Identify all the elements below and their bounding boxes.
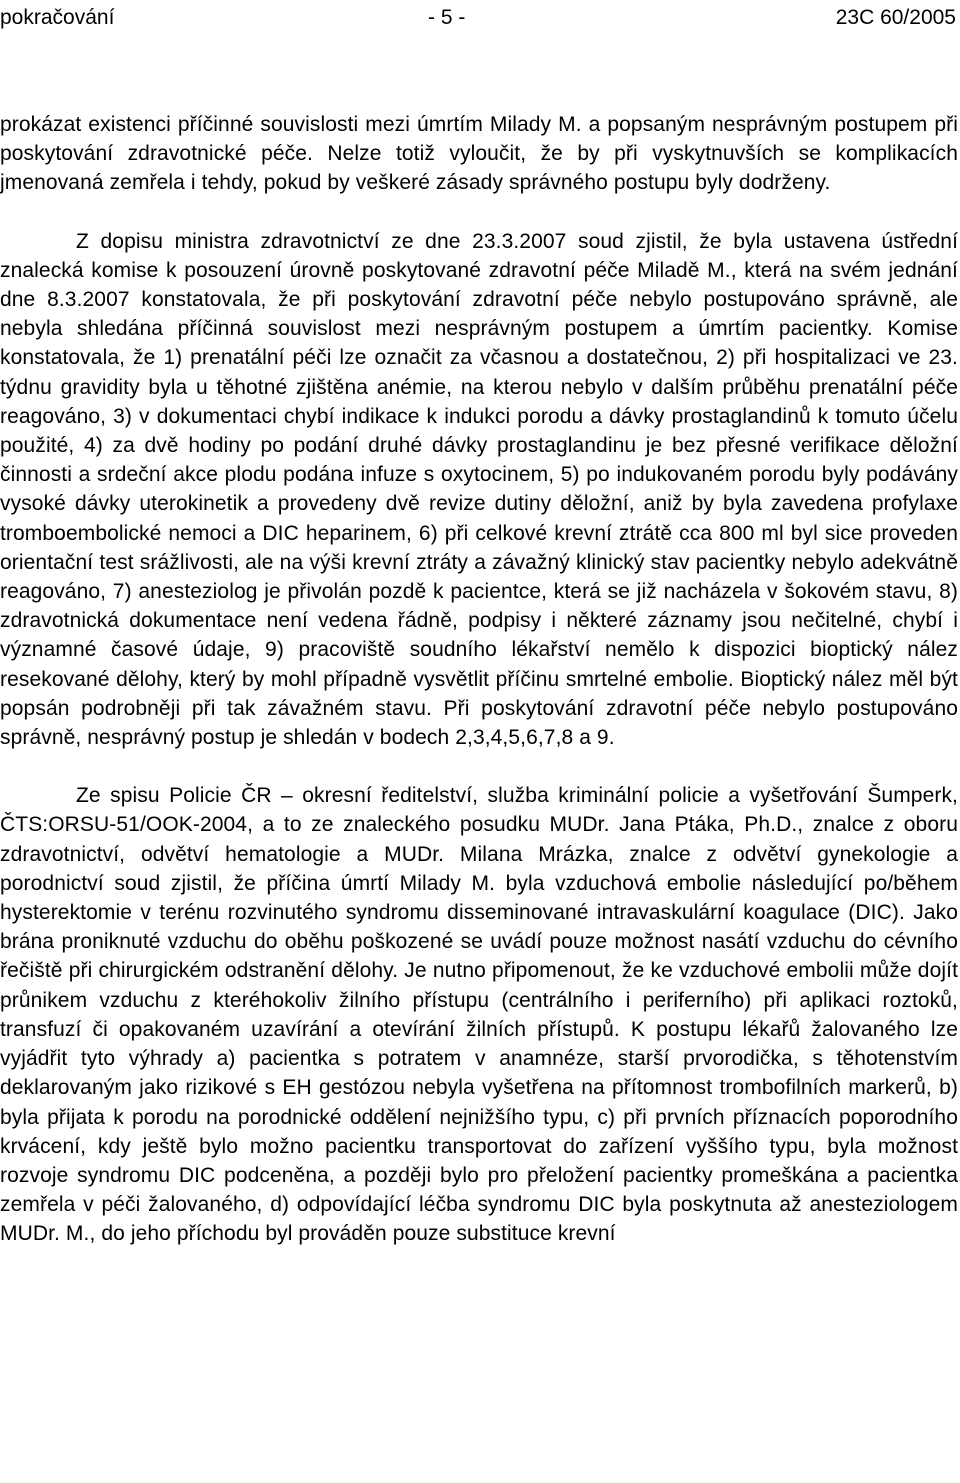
header-continuation: pokračování (0, 6, 115, 29)
paragraph-police-file: Ze spisu Policie ČR – okresní ředitelství, služba kriminální policie a vyšetřování Šumperk, ČTS:ORSU-51/OOK-2004, a to ze znaleckého posudku MUDr. Jana Ptáka, Ph.D., znalce z oboru zdravotnictví, odvětví hematologie a MUDr. Milana Mrázka, znalce z odvětví gynekologie a porodnictví soud zjistil, že příčina úmrtí Milady M. byla vzduchová embolie následující po/během hysterektomie v terénu rozvinutého syndromu disseminované intravaskulární koagulace (DIC). Jako brána proniknuté vzduchu do oběhu poškozené se uvádí pouze možnost nasátí vzduchu do cévního řečiště při chirurgickém odstranění dělohy. Je nutno připomenout, že ke vzduchové embolii může dojít průnikem vzduchu z kteréhokoliv žilního přístupu (centrálního i periferního) při aplikaci roztoků, transfuzí či opakovaném uzavírání a otevírání žilních přístupů. K postupu lékařů žalovaného lze vyjádřit tyto výhrady a) pacientka s potratem v anamnéze, starší prvorodička, s těhotenstvím deklarovaným jako rizikové s EH gestózou nebyla vyšetřena na přítomnost trombofilních markerů, b) byla přijata k porodu na porodnické oddělení nejnižšího typu, c) při prvních příznacích poporodního krvácení, kdy ještě bylo možno pacientku transportovat do zařízení vyššího typu, byla možnost rozvoje syndromu DIC podceněna, a později bylo pro přeložení pacientky promeškána a pacientka zemřela v péči žalovaného, d) odpovídající léčba syndromu DIC byla poskytnuta až anesteziologem MUDr. M., do jeho příchodu byl prováděn pouze substituce krevní (0, 784, 958, 1246)
header-page-number: - 5 - (428, 6, 466, 29)
header-case-number: 23C 60/2005 (835, 6, 956, 29)
paragraph-ministry-letter: Z dopisu ministra zdravotnictví ze dne 23.3.2007 soud zjistil, že byla ustavena ústřední znalecká komise k posouzení úrovně poskytované zdravotní péče Miladě M., která na svém jednání dne 8.3.2007 konstatovala, že při poskytování zdravotní péče nebylo postupováno správně, ale nebyla shledána příčinná souvislost mezi nesprávným postupem a úmrtím pacientky. Komise konstatovala, že 1) prenatální péči lze označit za včasnou a dostatečnou, 2) při hospitalizaci ve 23. týdnu gravidity byla u těhotné zjištěna anémie, na kterou nebylo v dalším průběhu prenatální péče reagováno, 3) v dokumentaci chybí indikace k indukci porodu a dávky prostaglandinů k tomuto účelu použité, 4) za dvě hodiny po podání druhé dávky prostaglandinu je bez přesné verifikace děložní činnosti a srdeční akce plodu podána infuze s oxytocinem, 5) po indukovaném porodu byly podávány vysoké dávky uterokinetik a provedeny dvě revize dutiny děložní, aniž by byla zavedena profylaxe tromboembolické nemoci a DIC heparinem, 6) při celkové krevní ztrátě cca 800 ml byl sice proveden orientační test srážlivosti, ale na výši krevní ztráty a závažný klinický stav pacientky nebylo adekvátně reagováno, 7) anesteziolog je přivolán pozdě k pacientce, která se již nacházela v šokovém stavu, 8) zdravotnická dokumentace není vedena řádně, podpisy i některé záznamy jsou nečitelné, chybí i významné časové údaje, 9) pracoviště soudního lékařství nemělo k dispozici bioptický nález resekované dělohy, který by mohl případně vysvětlit příčinu smrtelné embolie. Bioptický nález měl být popsán podrobněji při tak závažném stavu. Při poskytování zdravotní péče nebylo postupováno správně, nesprávný postup je shledán v bodech 2,3,4,5,6,7,8 a 9. (0, 229, 958, 750)
page-header (0, 3, 958, 33)
document-body (0, 110, 958, 1249)
paragraph-continuation: prokázat existenci příčinné souvislosti mezi úmrtím Milady M. a popsaným nesprávným postupem při poskytování zdravotnické péče. Nelze totiž vyloučit, že by při vyskytnuvších se komplikacích jmenovaná zemřela i tehdy, pokud by veškeré zásady správného postupu byly dodrženy. (0, 113, 958, 195)
